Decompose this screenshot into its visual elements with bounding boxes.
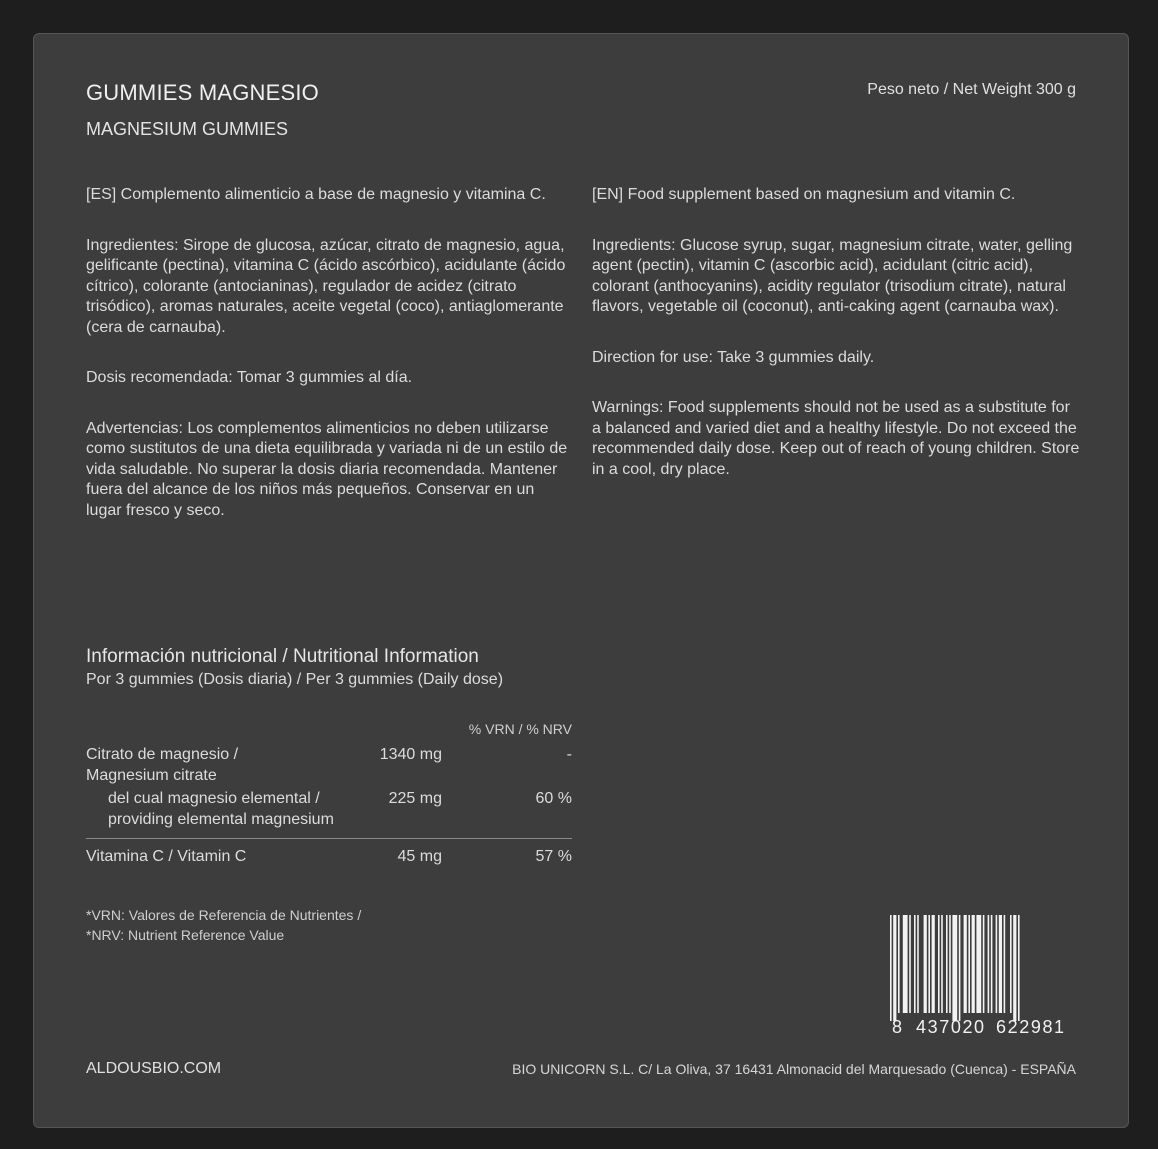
barcode-bar xyxy=(996,915,998,1013)
nutrition-title: Información nutricional / Nutritional Information xyxy=(86,646,479,667)
nutrition-serving: Por 3 gummies (Dosis diaria) / Per 3 gummies (Daily dose) xyxy=(86,671,504,688)
footnote xyxy=(86,905,361,945)
table-row xyxy=(86,745,572,786)
row-pct: - xyxy=(566,746,572,763)
barcode-bar xyxy=(903,915,908,1013)
barcode-bar xyxy=(988,915,990,1013)
barcode-bar xyxy=(991,915,993,1013)
en-warnings: Warnings: Food supplements should not be used as a substitute for a balanced and varied diet and a healthy lifestyle. Do not exceed the recommended daily dose. Keep out of reach of young children. Store in a cool, dry place. xyxy=(592,399,1080,478)
barcode-bar xyxy=(999,915,1002,1013)
row-amount: 45 mg xyxy=(397,848,442,865)
es-description: [ES] Complemento alimenticio a base de magnesio y vitamina C. xyxy=(86,186,546,203)
barcode-bar xyxy=(941,915,943,1013)
barcode-bar xyxy=(1018,915,1020,1021)
barcode-bar xyxy=(932,915,935,1013)
product-subtitle: MAGNESIUM GUMMIES xyxy=(86,119,289,139)
product-label xyxy=(33,33,1129,1128)
table-divider xyxy=(86,838,572,839)
barcode-bar xyxy=(1004,915,1006,1013)
barcode-bar xyxy=(976,915,981,1013)
barcode-digits-right: 622981 xyxy=(996,1017,1066,1037)
row-name: Vitamina C / Vitamin C xyxy=(86,848,247,865)
barcode-bar xyxy=(914,915,916,1013)
row-name-en: Magnesium citrate xyxy=(86,766,217,784)
english-column xyxy=(592,185,1080,510)
barcode-bar xyxy=(983,915,985,1013)
barcode-bar xyxy=(917,915,919,1013)
es-ingredients: Ingredientes: Sirope de glucosa, azúcar, citrato de magnesio, agua, gelificante (pectina), vitamina C (ácido ascórbico), acidulante (ácido cítrico), colorante (antocianinas), regulador de acidez (citrato trisódico), aromas naturales, aceite vegetal (coco), antiaglomerante (cera de carnauba). xyxy=(86,236,566,336)
row-name-es: Citrato de magnesio / xyxy=(86,746,239,763)
barcode xyxy=(890,915,1078,1039)
barcode-bar xyxy=(972,915,975,1013)
en-description: [EN] Food supplement based on magnesium and vitamin C. xyxy=(592,186,1016,203)
barcode-bar xyxy=(964,915,967,1013)
barcode-bar xyxy=(909,915,911,1013)
product-title: GUMMIES MAGNESIO xyxy=(86,80,319,105)
row-name-en: providing elemental magnesium xyxy=(108,810,334,828)
row-amount: 225 mg xyxy=(388,790,442,807)
nutrition-table xyxy=(86,721,572,868)
row-pct: 60 % xyxy=(535,790,572,807)
barcode-bar xyxy=(924,915,927,1013)
barcode-bar xyxy=(898,915,900,1013)
table-row xyxy=(86,789,572,830)
footnote-nrv: *NRV: Nutrient Reference Value xyxy=(86,927,285,943)
barcode-digit-first: 8 xyxy=(892,1017,903,1037)
barcode-bar xyxy=(952,915,957,1021)
es-warnings: Advertencias: Los complementos alimenticios no deben utilizarse como sustitutos de una dieta equilibrada y variada ni de un estilo de vida saludable. No superar la dosis diaria recomendada. Mantener fuera del alcance de los niños más pequeños. Conservar en un lugar fresco y seco. xyxy=(86,419,568,519)
barcode-bar xyxy=(1010,915,1012,1013)
footnote-vrn: *VRN: Valores de Referencia de Nutrientes / xyxy=(86,907,362,923)
barcode-bar xyxy=(938,915,940,1013)
barcode-bar xyxy=(1013,915,1016,1021)
barcode-bar xyxy=(893,915,896,1021)
spanish-column xyxy=(86,185,574,551)
net-weight: Peso neto / Net Weight 300 g xyxy=(867,81,1076,98)
barcode-bar xyxy=(959,915,961,1021)
website-link[interactable]: ALDOUSBIO.COM xyxy=(86,1060,222,1077)
barcode-digits-left: 437020 xyxy=(916,1017,986,1037)
barcode-bar xyxy=(968,915,970,1013)
company-address: BIO UNICORN S.L. C/ La Oliva, 37 16431 Almonacid del Marquesado (Cuenca) - ESPAÑA xyxy=(512,1061,1076,1077)
barcode-bar xyxy=(946,915,948,1013)
barcode-bar xyxy=(928,915,930,1013)
pct-header: % VRN / % NRV xyxy=(468,721,572,737)
en-dose: Direction for use: Take 3 gummies daily. xyxy=(592,348,875,366)
row-pct: 57 % xyxy=(535,848,572,865)
row-amount: 1340 mg xyxy=(379,746,442,763)
es-dose: Dosis recomendada: Tomar 3 gummies al día. xyxy=(86,369,413,386)
barcode-bar xyxy=(890,915,892,1021)
en-ingredients: Ingredients: Glucose syrup, sugar, magnesium citrate, water, gelling agent (pectin), vitamin C (ascorbic acid), acidulant (citric acid), colorant (anthocyanins), acidity regulator (trisodium citrate), natural flavors, vegetable oil (coconut), anti-caking agent (carnauba wax). xyxy=(592,236,1073,315)
barcode-bar xyxy=(949,915,951,1013)
table-row xyxy=(86,847,572,868)
row-name-es: del cual magnesio elemental / xyxy=(108,790,320,807)
